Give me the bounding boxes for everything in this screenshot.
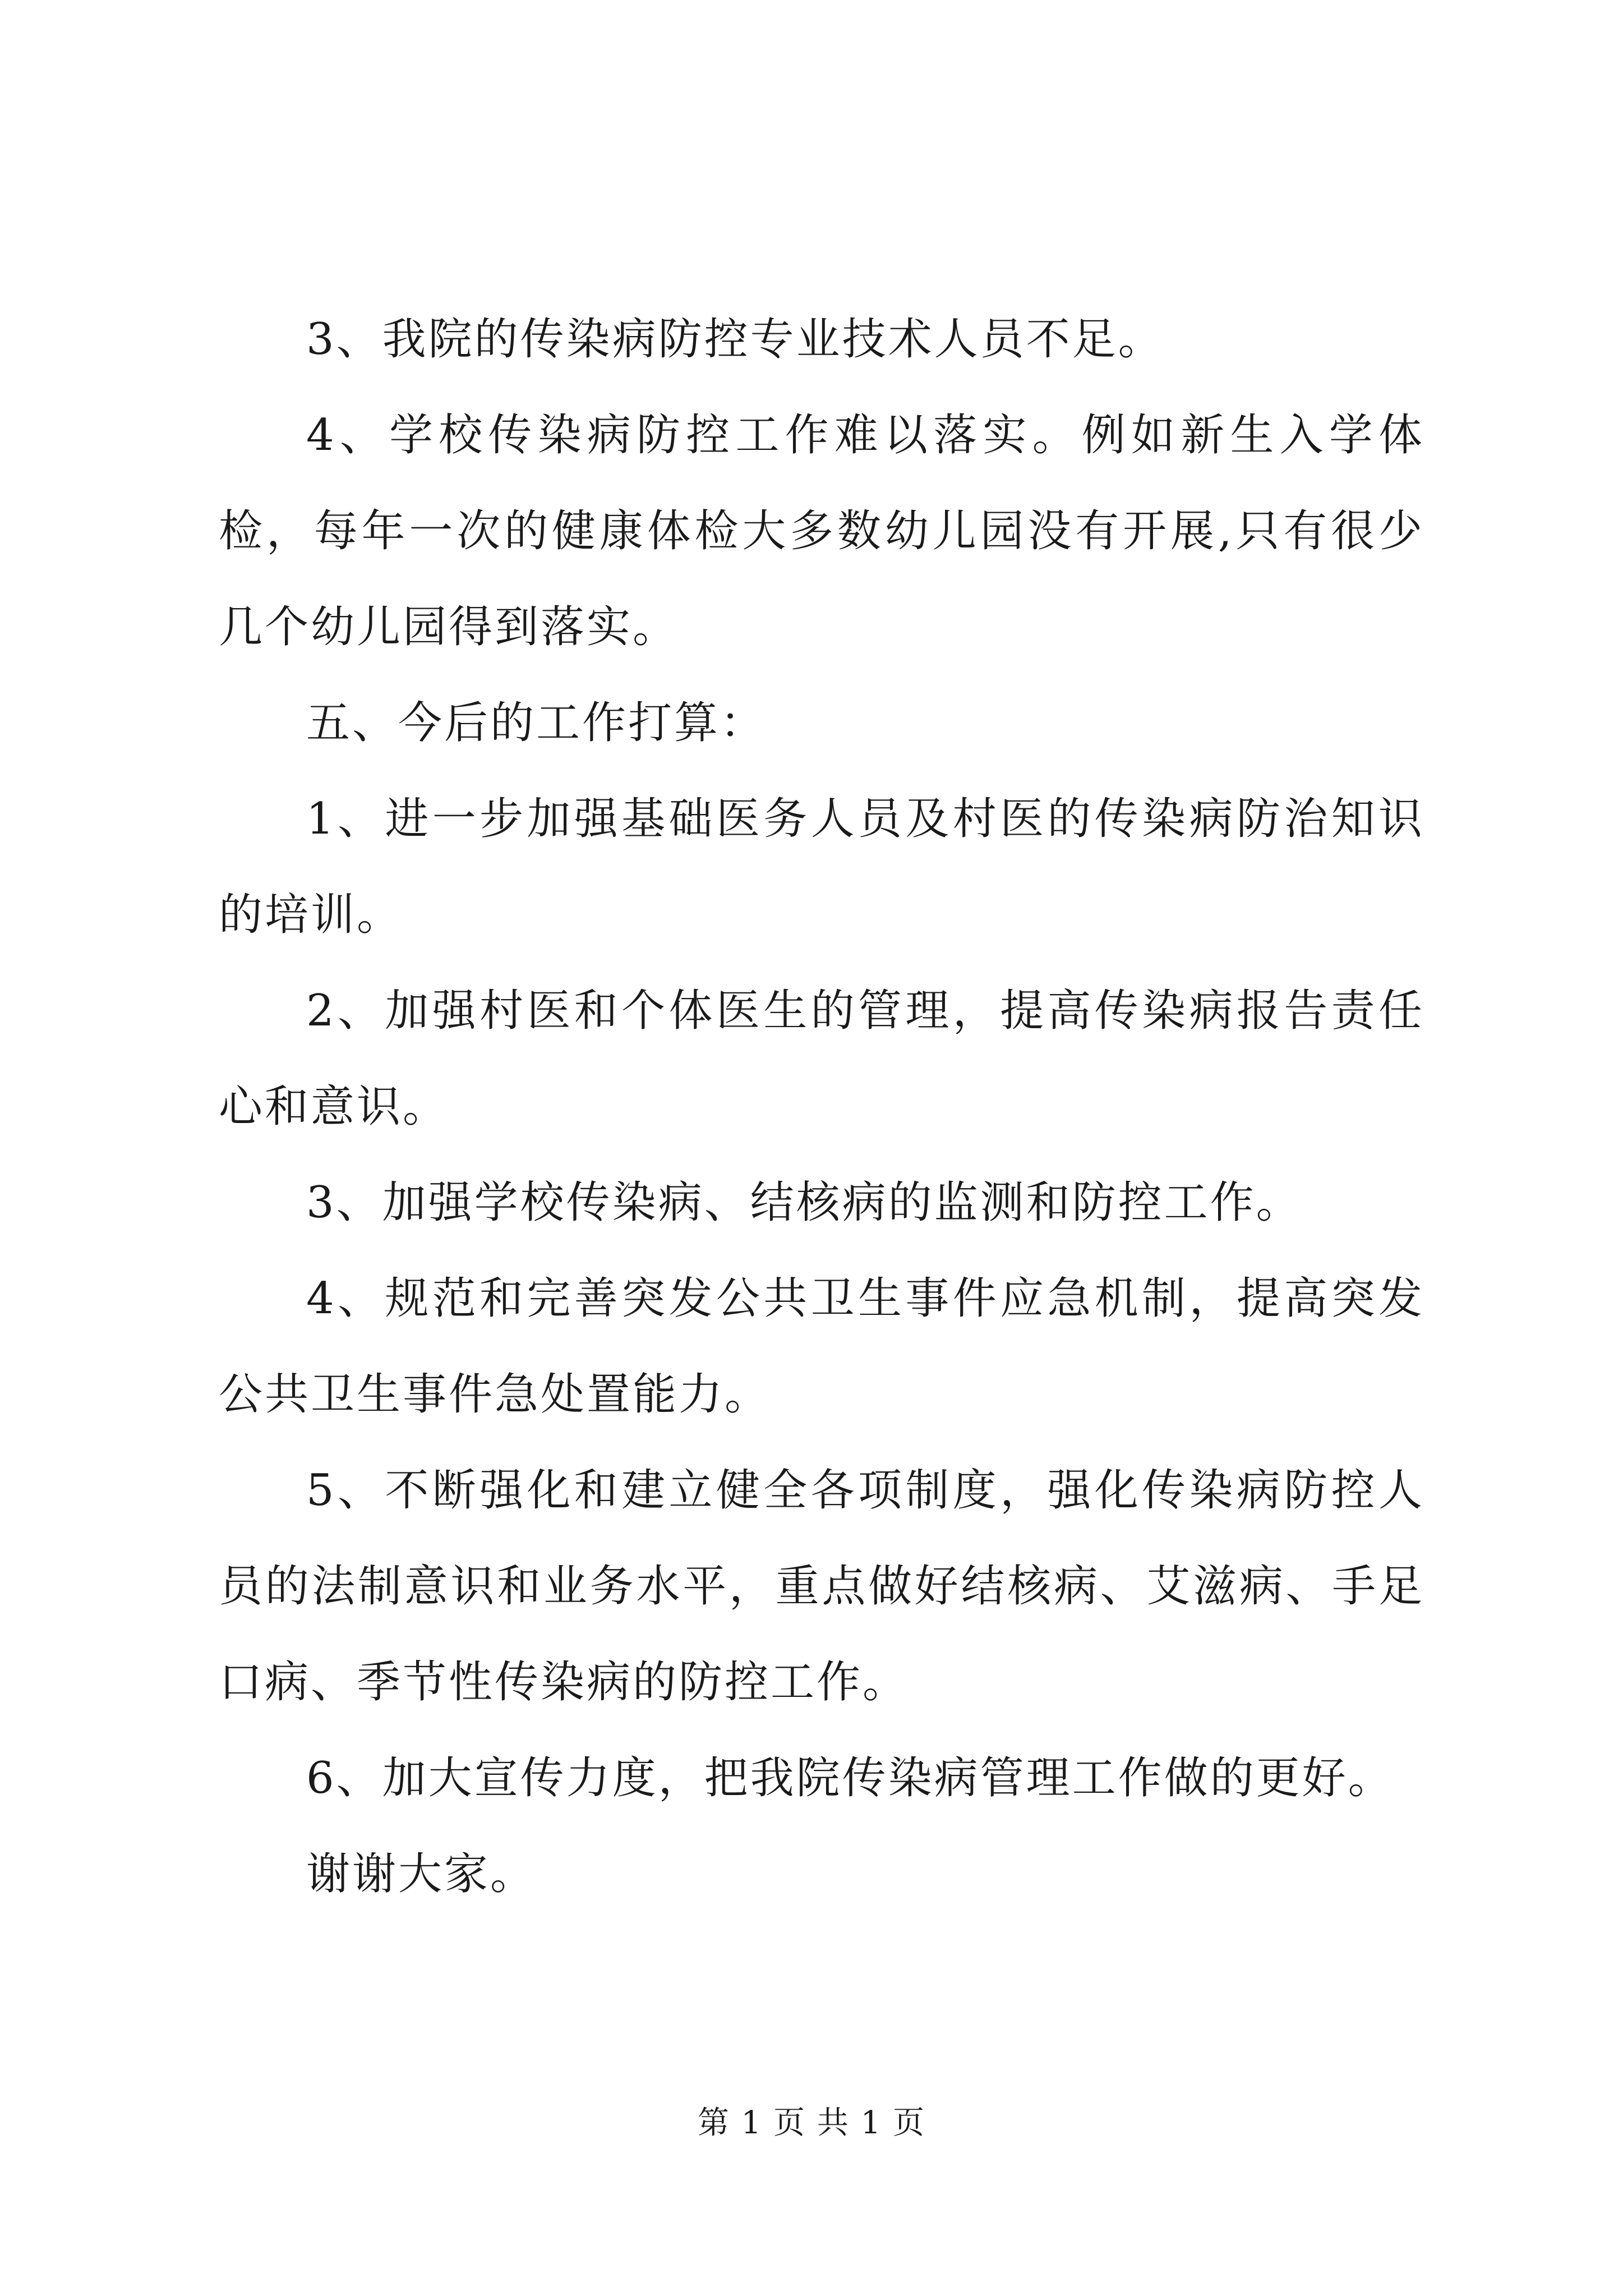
document-body: [219, 292, 1424, 1922]
page-footer: 第 1 页 共 1 页: [697, 2105, 926, 2141]
paragraph-staff-shortage: 3、我院的传染病防控专业技术人员不足。: [306, 314, 1164, 365]
paragraph-plan-3: 3、加强学校传染病、结核病的监测和防控工作。: [306, 1177, 1302, 1228]
paragraph-closing: 谢谢大家。: [306, 1849, 537, 1899]
paragraph-plan-5: 5、不断强化和建立健全各项制度，强化传染病防控人员的法制意识和业务水平，重点做好结核病、艾滋病、手足口病、季节性传染病的防控工作。: [219, 1465, 1424, 1708]
paragraph-plan-2: 2、加强村医和个体医生的管理，提高传染病报告责任心和意识。: [219, 986, 1424, 1132]
paragraph-plan-6: 6、加大宣传力度，把我院传染病管理工作做的更好。: [306, 1753, 1394, 1803]
paragraph-plan-4: 4、规范和完善突发公共卫生事件应急机制，提高突发公共卫生事件急处置能力。: [219, 1273, 1424, 1420]
section-heading-future-plans: 五、今后的工作打算：: [306, 698, 767, 748]
paragraph-school-prevention: 4、学校传染病防控工作难以落实。例如新生入学体检，每年一次的健康体检大多数幼儿园没有开展,只有很少几个幼儿园得到落实。: [219, 410, 1424, 652]
paragraph-plan-1: 1、进一步加强基础医务人员及村医的传染病防治知识的培训。: [219, 794, 1424, 940]
